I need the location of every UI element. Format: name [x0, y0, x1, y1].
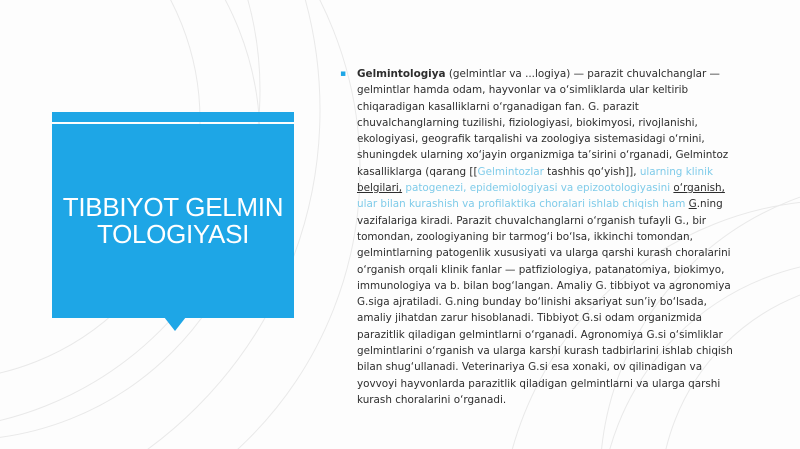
text-segment: tashhis qo‘yish]], — [543, 165, 640, 178]
slide-title: TIBBIYOT GELMINTOLOGIYASI — [62, 192, 284, 249]
title-accent-bar — [52, 112, 294, 122]
link-belgilari[interactable]: belgilari, — [357, 182, 403, 195]
link-prophylaxis[interactable]: ular bilan kurashish va profilaktika choralari ishlab chiqish ham — [357, 198, 686, 211]
link-g[interactable]: G — [688, 198, 697, 211]
title-pointer — [164, 317, 186, 331]
title-box — [52, 124, 294, 318]
bullet-icon: ▪ — [340, 69, 347, 79]
body-paragraph — [357, 66, 742, 408]
term: Gelmintologiya — [357, 68, 446, 80]
content-area — [342, 66, 742, 408]
text-segment: (gelmintlar va ...logiya) — parazit chuvalchanglar — gelmintlar hamda odam, hayvonlar va o‘simliklarda ular keltirib chiqaradigan kasalliklarni o‘rganadigan fan. G. parazit chuvalchanglarning tuzilishi, fiziologiyasi, biokimyosi, rivojlanishi, ekologiyasi, geografik tarqalishi va zoologiya sistemasidagi o‘rnini, shuningdek ularning xo‘jayin organizmiga ta’sirini o‘rganadi, Gelmintoz kasalliklarga (qarang [[ — [357, 68, 729, 178]
link-clinical[interactable]: ularning klinik — [639, 165, 713, 178]
text-segment: .ning vazifalariga kiradi. Parazit chuvalchanglarni o‘rganish tufayli G., bir tomondan, zoologiyaning bir tarmog‘i bo‘lsa, ikkinchi tomondan, gelmintlarning patogenlik xususiyati va ularga qarshi kurash choralarini o‘rganish orqali klinik fanlar — patfiziologiya, patanatomiya, biokimyo, immunologiya va b. bilan bog‘langan. Amaliy G. tibbiyot va agronomiya G.siga ajratiladi. G.ning bunday bo‘linishi aksariyat sun’iy bo‘lsada, amaliy jihatdan zarur hisoblanadi. Tibbiyot G.si odam organizmida parazitlik qiladigan gelmintlarni o‘rganadi. Agronomiya G.si o‘simliklar gelmintlarini o‘rganish va ularga karshi kurash tadbirlarini ishlab chiqish bilan shug‘ullanadi. Veterinariya G.si esa xonaki, ov qilinadigan va yovvoyi hayvonlarda parazitlik qiladigan gelmintlarni va ularga qarshi kurash choralarini o‘rganadi. — [357, 198, 733, 406]
link-pathogenesis[interactable]: patogenezi, epidemiologiyasi va epizootologiyasini — [405, 182, 671, 195]
link-gelmintozlar[interactable]: Gelmintozlar — [477, 165, 544, 178]
link-organish[interactable]: o‘rganish, — [673, 182, 725, 195]
